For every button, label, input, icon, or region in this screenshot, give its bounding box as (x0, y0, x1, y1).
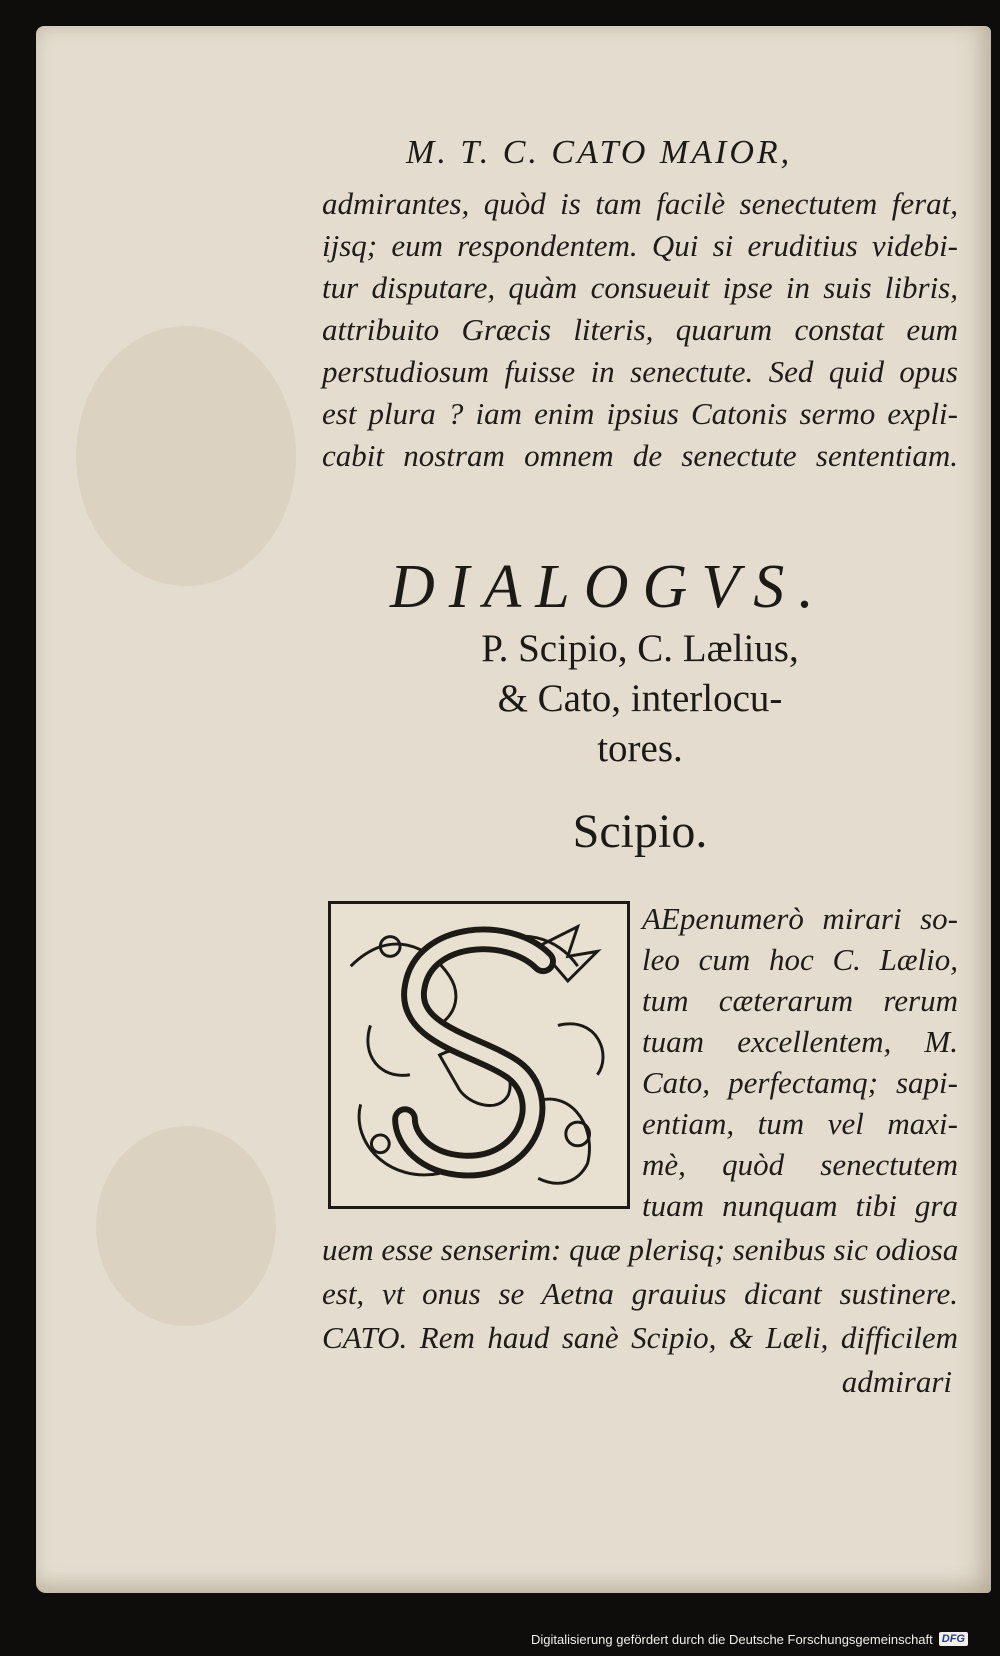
digitization-credit (531, 1626, 968, 1652)
running-title: M. T. C. CATO MAIOR, (406, 134, 793, 171)
intro-line: admirantes, quòd is tam facilè senectutem ferat, (322, 186, 958, 221)
woodcut-ornament (331, 904, 627, 1206)
wrapped-line: entiam, tum vel maxi- (642, 1106, 958, 1141)
paper-stain (76, 326, 296, 586)
intro-line: tur disputare, quàm consueuit ipse in suis libris, (322, 270, 958, 305)
dfg-logo-icon: DFG (939, 1632, 968, 1646)
catchword: admirari (841, 1364, 952, 1399)
speakers-line: & Cato, interlocu- (497, 677, 783, 720)
credit-text: Digitalisierung gefördert durch die Deutsche Forschungsgemeinschaft (530, 1631, 933, 1647)
body-line: uem esse senserim: quæ plerisq; senibus sic odiosa (322, 1232, 959, 1267)
wrapped-line: mè, quòd senectutem (642, 1147, 958, 1182)
body-line: CATO. Rem haud sanè Scipio, & Læli, difficilem (322, 1320, 958, 1355)
wrapped-line: tum cæterarum rerum (642, 983, 958, 1018)
intro-line: perstudiosum fuisse in senectute. Sed quid opus (322, 354, 958, 389)
intro-line: attribuito Græcis literis, quarum constat eum (322, 312, 958, 347)
dialogue-title: DIALOGVS. (390, 553, 828, 621)
wrapped-line: tuam nunquam tibi gra (642, 1188, 958, 1223)
wrapped-line: AEpenumerò mirari so- (642, 901, 958, 936)
speakers-line: P. Scipio, C. Lælius, (481, 627, 799, 670)
wrapped-line: Cato, perfectamq; sapi- (642, 1065, 958, 1100)
body-line: est, vt onus se Aetna grauius dicant sustinere. (322, 1276, 958, 1311)
wrapped-line: tuam excellentem, M. (642, 1024, 958, 1059)
intro-line: ijsq; eum respondentem. Qui si eruditius videbi- (322, 228, 958, 263)
intro-line: est plura ? iam enim ipsius Catonis sermo expli- (322, 396, 958, 431)
paper-stain (96, 1126, 276, 1326)
decorated-initial-s-icon (328, 901, 630, 1209)
wrapped-line: leo cum hoc C. Lælio, (642, 942, 958, 977)
speakers-line: tores. (597, 727, 683, 770)
intro-line: cabit nostram omnem de senectute sententiam. (322, 438, 958, 473)
first-speaker-heading: Scipio. (572, 805, 708, 858)
